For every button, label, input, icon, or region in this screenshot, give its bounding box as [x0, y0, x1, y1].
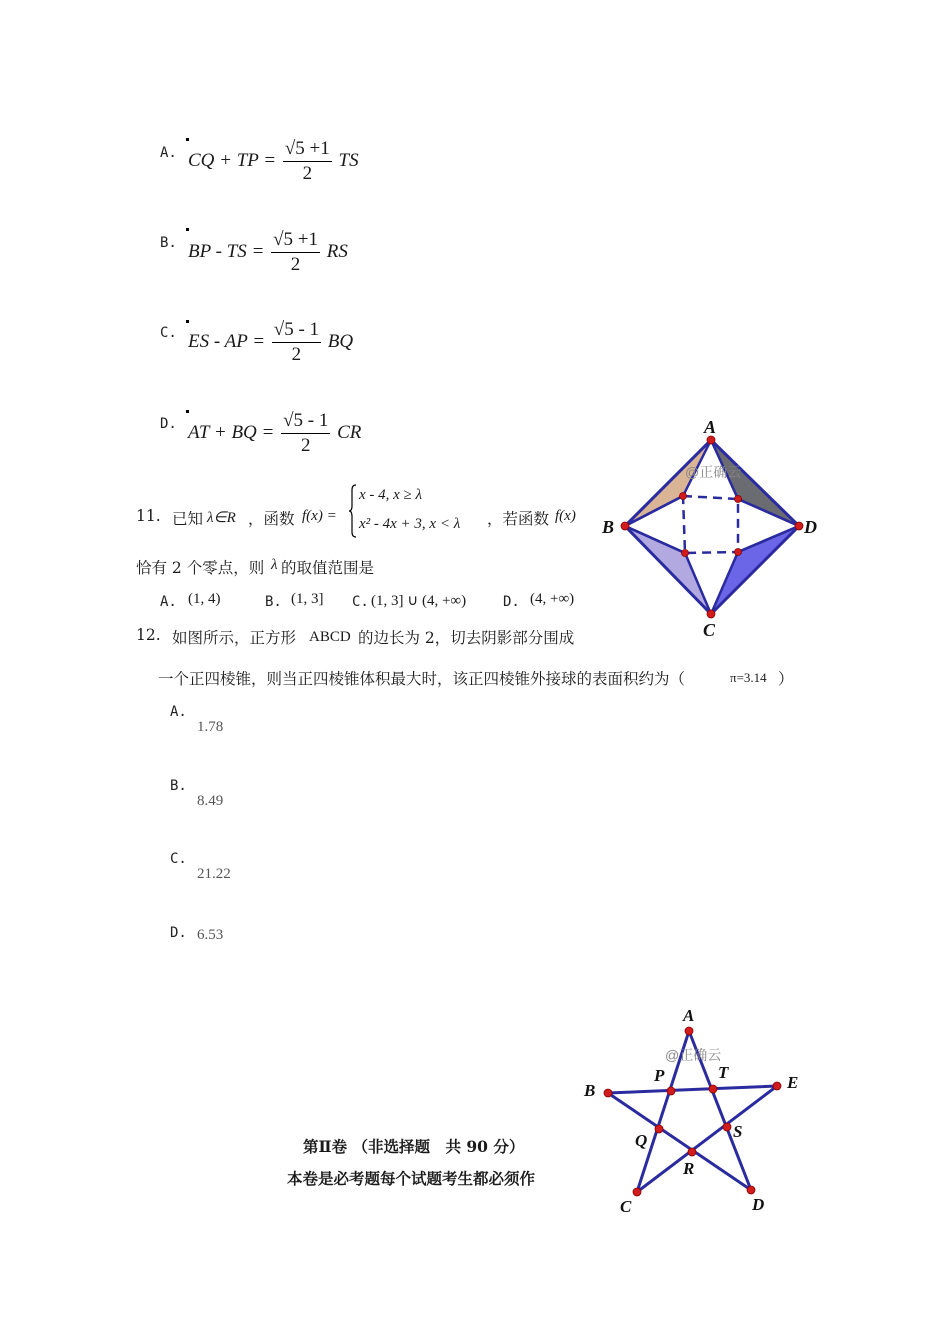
question-number: 12.	[136, 626, 161, 644]
question-text: 的边长为 2，切去阴影部分围成	[358, 629, 575, 647]
equation-rhs: BQ	[327, 330, 354, 352]
option-value: 21.22	[197, 866, 231, 882]
point-s	[723, 1123, 731, 1131]
equation-lhs: CQ + TP =	[188, 149, 277, 171]
vertex-label-p: P	[654, 1066, 665, 1085]
option-value: 8.49	[197, 793, 224, 809]
vertex-label-b: B	[602, 517, 615, 537]
option-label: A.	[160, 145, 177, 161]
question-text: 如图所示，正方形	[172, 629, 297, 647]
vertex-label-e: E	[787, 1073, 799, 1092]
piecewise-case-1: x - 4, x ≥ λ	[359, 487, 423, 503]
option-value: (1, 3] ∪ (4, +∞)	[371, 593, 467, 609]
option-value: 6.53	[197, 927, 224, 943]
pentagram-figure	[578, 1000, 810, 1220]
fraction	[281, 410, 330, 457]
watermark: @正确云	[685, 464, 742, 480]
equation-rhs: TS	[338, 149, 359, 171]
question-text: 的取值范围是	[281, 559, 375, 577]
option-label: C.	[160, 325, 177, 341]
option-value: (4, +∞)	[530, 591, 575, 607]
option-label: B.	[265, 594, 282, 610]
numerator: √5 - 1	[272, 319, 321, 343]
vertex-label-s: S	[733, 1122, 743, 1141]
option-label: D.	[170, 925, 187, 941]
vertex-label-c: C	[620, 1197, 632, 1216]
option-value: 1.78	[197, 719, 224, 735]
section-title: 第Ⅱ卷 （非选择题 共 90 分）	[303, 1137, 525, 1156]
piecewise-case-2: x² - 4x + 3, x < λ	[359, 516, 461, 532]
question-text: ，若函数	[487, 510, 550, 528]
point-c	[633, 1188, 641, 1196]
pyramid-net-figure	[596, 412, 826, 644]
denominator: 2	[302, 163, 313, 184]
point-c	[707, 610, 715, 618]
point-b	[621, 522, 629, 530]
option-value: (1, 3]	[291, 591, 324, 607]
denominator: 2	[290, 254, 301, 275]
option-label: A.	[170, 704, 187, 720]
denominator: 2	[291, 344, 302, 365]
option-label: D.	[160, 416, 177, 432]
option-label: B.	[160, 235, 177, 251]
vertex-label-q: Q	[635, 1131, 648, 1150]
question-text: ）	[778, 670, 794, 688]
point-t	[709, 1085, 717, 1093]
lambda-condition: λ∈R	[207, 510, 236, 526]
function-name: f(x) =	[302, 508, 337, 524]
point-d	[795, 522, 803, 530]
question-text: 恰有 2 个零点，则	[136, 559, 265, 577]
inner-point	[735, 549, 742, 556]
numerator: √5 +1	[283, 138, 332, 162]
equation	[188, 138, 359, 185]
inner-point	[682, 550, 689, 557]
inner-point	[735, 496, 742, 503]
piecewise-brace	[349, 484, 357, 538]
equation-lhs: ES - AP =	[188, 330, 266, 352]
question-text: 已知	[172, 510, 204, 528]
function-name: f(x)	[555, 508, 576, 524]
option-value: (1, 4)	[188, 591, 221, 607]
vertex-label-d: D	[752, 1195, 765, 1214]
fraction	[283, 138, 332, 185]
vertex-label-a: A	[683, 1006, 695, 1025]
point-q	[655, 1125, 663, 1133]
point-r	[688, 1148, 696, 1156]
question-text: 一个正四棱锥，则当正四棱锥体积最大时，该正四棱锥外接球的表面积约为（	[158, 670, 686, 688]
watermark: @正确云	[665, 1047, 722, 1063]
dashed-inner-square	[683, 496, 738, 553]
numerator: √5 - 1	[281, 410, 330, 434]
point-a	[685, 1027, 693, 1035]
equation	[188, 229, 348, 276]
equation-rhs: CR	[337, 421, 362, 443]
point-e	[773, 1082, 781, 1090]
question-number: 11.	[136, 507, 161, 525]
equation	[188, 319, 353, 366]
question-text: ，函数	[248, 510, 295, 528]
vertex-label-r: R	[683, 1159, 695, 1178]
vertex-label-c: C	[703, 620, 716, 640]
equation-lhs: AT + BQ =	[188, 421, 275, 443]
pi-value: π=3.14	[730, 670, 767, 685]
point-d	[747, 1186, 755, 1194]
inner-point	[680, 493, 687, 500]
numerator: √5 +1	[271, 229, 320, 253]
vertex-label-d: D	[804, 517, 817, 537]
equation-rhs: RS	[326, 240, 348, 262]
option-label: B.	[170, 778, 187, 794]
lambda: λ	[271, 557, 278, 573]
vertex-label-a: A	[704, 417, 717, 437]
equation-lhs: BP - TS =	[188, 240, 265, 262]
point-a	[707, 436, 715, 444]
point-b	[604, 1089, 612, 1097]
section-subtitle: 本卷是必考题每个试题考生都必须作	[287, 1169, 536, 1188]
vertex-label-t: T	[718, 1063, 729, 1082]
point-p	[667, 1087, 675, 1095]
denominator: 2	[300, 435, 311, 456]
option-label: D.	[503, 594, 520, 610]
square-name: ABCD	[309, 629, 351, 645]
option-label: C.	[170, 851, 187, 867]
option-label: A.	[160, 594, 177, 610]
fraction	[272, 319, 321, 366]
equation	[188, 410, 361, 457]
option-label: C.	[352, 594, 369, 610]
fraction	[271, 229, 320, 276]
vertex-label-b: B	[584, 1081, 596, 1100]
